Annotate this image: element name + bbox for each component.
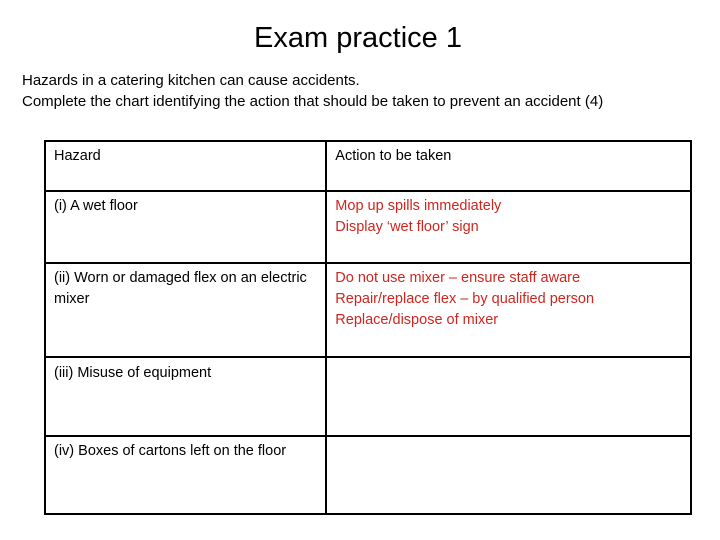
action-line: Repair/replace flex – by qualified person bbox=[335, 291, 595, 307]
question-intro bbox=[22, 70, 712, 112]
hazard-cell: (i) A wet floor bbox=[45, 191, 326, 263]
hazard-action-table bbox=[44, 140, 692, 515]
action-cell bbox=[326, 263, 691, 357]
action-cell-empty[interactable] bbox=[326, 357, 691, 436]
table-row bbox=[45, 357, 691, 436]
action-cell bbox=[326, 191, 691, 263]
action-line: Do not use mixer – ensure staff aware bbox=[335, 270, 581, 286]
intro-line-1: Hazards in a catering kitchen can cause accidents. bbox=[22, 72, 360, 89]
hazard-cell: (ii) Worn or damaged flex on an electric mixer bbox=[45, 263, 326, 357]
table-row bbox=[45, 436, 691, 514]
intro-line-2: Complete the chart identifying the action that should be taken to prevent an accident (4) bbox=[22, 93, 604, 110]
action-line: Replace/dispose of mixer bbox=[335, 312, 499, 328]
table-header-row bbox=[45, 141, 691, 191]
header-action: Action to be taken bbox=[326, 141, 691, 191]
header-hazard: Hazard bbox=[45, 141, 326, 191]
action-cell-empty[interactable] bbox=[326, 436, 691, 514]
action-line: Display ‘wet floor’ sign bbox=[335, 219, 479, 235]
table-row bbox=[45, 191, 691, 263]
hazard-cell: (iv) Boxes of cartons left on the floor bbox=[45, 436, 326, 514]
hazard-cell: (iii) Misuse of equipment bbox=[45, 357, 326, 436]
slide-title: Exam practice 1 bbox=[254, 22, 462, 54]
action-line: Mop up spills immediately bbox=[335, 198, 502, 214]
table-row bbox=[45, 263, 691, 357]
